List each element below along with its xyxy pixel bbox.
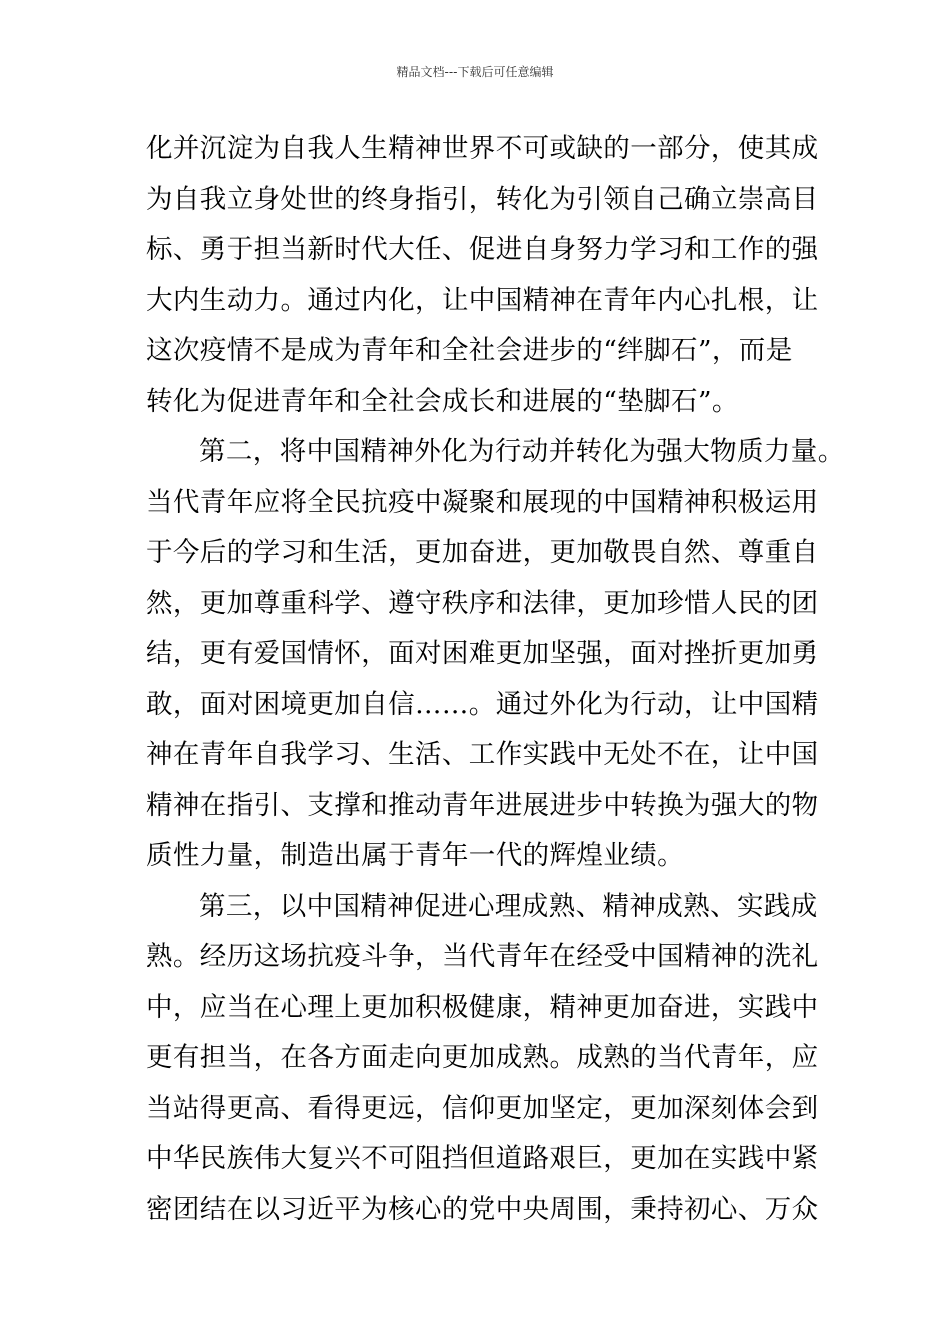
text-line: 熟。经历这场抗疫斗争，当代青年在经受中国精神的洗礼 [146,941,819,972]
text-line: 精神在指引、支撑和推动青年进展进步中转换为强大的物 [146,789,819,821]
text-line: 密团结在以习近平为核心的党中央周围，秉持初心、万众 [146,1193,819,1225]
text-line: 神在青年自我学习、生活、工作实践中无处不在，让中国 [146,739,819,770]
text-line: 大内生动力。通过内化，让中国精神在青年内心扎根，让 [146,284,819,316]
text-line: 质性力量，制造出属于青年一代的辉煌业绩。 [146,840,684,871]
text-line: 当站得更高、看得更远，信仰更加坚定，更加深刻体会到 [146,1092,819,1124]
text-line: 结，更有爱国情怀，面对困难更加坚强，面对挫折更加勇 [146,638,819,669]
text-line: 中，应当在心理上更加积极健康，精神更加奋进，实践中 [146,991,819,1023]
text-line: 这次疫情不是成为青年和全社会进步的“绊脚石”，而是 [146,335,793,366]
text-line: 于今后的学习和生活，更加奋进，更加敬畏自然、尊重自 [146,537,819,568]
text-line: 转化为促进青年和全社会成长和进展的“垫脚石”。 [146,385,739,417]
text-line: 当代青年应将全民抗疫中凝聚和展现的中国精神积极运用 [146,486,819,518]
document-body [146,124,845,1235]
text-line: 为自我立身处世的终身指引，转化为引领自己确立崇高目 [146,183,819,215]
text-line: 更有担当，在各方面走向更加成熟。成熟的当代青年，应 [146,1042,819,1073]
text-line: 然，更加尊重科学、遵守秩序和法律，更加珍惜人民的团 [146,587,819,619]
text-line: 中华民族伟大复兴不可阻挡但道路艰巨，更加在实践中紧 [146,1143,819,1174]
page-header: 精品文档---下载后可任意编辑 [396,65,554,79]
text-line: 化并沉淀为自我人生精神世界不可或缺的一部分，使其成 [146,133,819,164]
text-line: 敢，面对困境更加自信……。通过外化为行动，让中国精 [146,688,819,720]
text-line: 标、勇于担当新时代大任、促进自身努力学习和工作的强 [146,234,819,265]
paragraph-start-line: 第二，将中国精神外化为行动并转化为强大物质力量。 [199,436,845,467]
paragraph-start-line: 第三，以中国精神促进心理成熟、精神成熟、实践成 [199,890,818,922]
